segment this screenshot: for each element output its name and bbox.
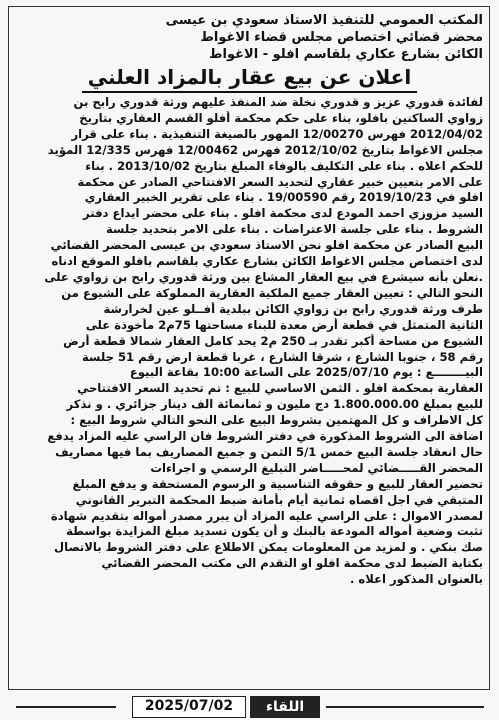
body-line: لمصدر الاموال : على الراسي عليه المزاد أن يبرر مصدر أمواله بتقديم شهادة [50, 508, 483, 523]
body-line: صك بنكي . و لمزيد من المعلومات يمكن الاطلاع على دفتر الشروط بالاتصال [54, 540, 483, 555]
body-line: لفائدة قدوري عزيز و قدوري نخلة ضد المنفذ عليهم ورثة قدوري رابح بن [73, 95, 483, 109]
publication-date: 2025/07/02 [132, 696, 246, 718]
body-line: للحكم اعلاه . بناء على التكليف بالوفاء المبلغ بتاريخ 2013/10/02 . بناء [85, 158, 483, 173]
footer-rule-right [326, 706, 484, 708]
body-line: افلو في 2019/10/23 رقم 19/00590 . بناء على تقرير الخبير العقاري [84, 190, 483, 205]
body-line: العقارية بمحكمة افلو . الثمن الاساسي للبيع : تم تحديد السعر الافتتاحي [77, 381, 483, 396]
body-line: المحضر القـــــضائي لمحـــــاضر التبليغ الرسمي و اجراءات [150, 460, 483, 475]
body-line: على الامر بتعيين خبير عقاري لتحديد السعر الافتتاحي الصادر عن محكمة [77, 174, 483, 189]
body-line: السيد مزوزي احمد المودع لدى محكمة افلو . بناء على محضر ايداع دفتر [83, 206, 483, 221]
newspaper-source-badge: اللقاء [250, 696, 320, 718]
body-line: بالعنوان المذكور اعلاه . [349, 572, 483, 587]
body-line: طرف ورثة قدوري رابح بن زواوي الكائن ببلدية أفــلو عين لخرارشة [103, 301, 483, 316]
header-address-line: الكائن بشارع عكاري بلقاسم افلو - الاغواط [209, 47, 483, 62]
notice-title-wrap [0, 64, 499, 93]
body-line: المتبقي في اجل اقصاه ثمانية أيام بأمانة ضبط المحكمة التبرير القانوني [75, 492, 483, 507]
body-line: الشروط . بناء على جلسة الاعتراضات . بناء على الامر بتحديد جلسة [106, 222, 483, 237]
body-line: 2012/04/02 فهرس 12/00270 المهور بالصيغة التنفيذية . بناء على قرار [71, 126, 483, 141]
body-line: للبيع بمبلغ 1.800.000.00 دج مليون و ثمانمائة الف دينار جزائري . و نذكر [66, 397, 483, 412]
notice-body [15, 95, 483, 588]
body-line: اضافة الى الشروط المذكورة في دفتر الشروط فان الراسي عليه المزاد يدفع [47, 429, 483, 444]
notice-footer [0, 696, 499, 718]
notice-title: اعلان عن بيع عقار بالمزاد العلني [82, 64, 417, 93]
body-line: البيــــــــع : يوم 2025/07/10 على الساعة 10:00 بقاعة البيوع [129, 365, 483, 380]
body-line: حال انعقاد جلسة البيع خمس 5/1 الثمن و جميع المصاريف بما فيها مصاريف [55, 444, 483, 459]
footer-rule-left [16, 706, 116, 708]
body-line: .نعلن بأنه سيشرع في بيع العقار المشاع بين ورثة قدوري رابح بن زواوي على [44, 269, 483, 284]
body-line: كل الاطراف و كل المهتمين بشروط البيع على النحو التالي شروط البيع : [70, 413, 483, 428]
body-line: مجلس الاغواط بتاريخ 2012/10/02 فهرس 12/00462 فهرس 12/335 المؤيد [47, 142, 483, 157]
body-line: البيع الصادر عن محكمة افلو نحن الاستاذ سعودي بن عيسى المحضر القضائي [50, 238, 483, 253]
body-line: لدى اختصاص مجلس الاغواط الكائن بشارع عكاري بلقاسم بافلو الموقع ادناه [51, 254, 483, 269]
body-line: النحو التالي : تعيين العقار جميع الملكية العقارية المملوكة على الشيوع من [61, 285, 483, 300]
body-line: زواوي الساكنين بافلو، بناء على حكم محكمة أفلو القسم العقاري بتاريخ [79, 110, 483, 125]
body-line: الثانية المتمثل في قطعة أرض معدة للبناء مساحتها 75م2 مأخوذة على [85, 317, 483, 332]
body-line: رقم 58 ، جنوبا الشارع ، شرقا الشارع ، غربا قطعة ارض رقم 51 جلسة [82, 349, 483, 364]
body-line: تثبت وضعية أمواله المودعة بالبنك و أن يكون تسديد مبلغ المزايدة بواسطة [66, 524, 483, 539]
header-office-line: المكتب العمومي للتنفيذ الاستاذ سعودي بن عيسى [165, 13, 483, 28]
body-line: تحضير العقار للبيع و حقوقه التناسبية و الرسوم المستحقة و يدفع المبلغ [72, 476, 483, 491]
notice-header [13, 12, 483, 63]
body-line: بكتابة الضبط لدى محكمة افلو او التقدم الى مكتب المحضر القضائي [101, 556, 483, 571]
header-bailiff-line: محضر قضائي اختصاص مجلس قضاء الاغواط [200, 30, 483, 45]
body-line: الشيوع من مساحة أكبر تقدر بـ 250 م2 يحد كامل العقار شمالا قطعة أرض [63, 333, 483, 348]
